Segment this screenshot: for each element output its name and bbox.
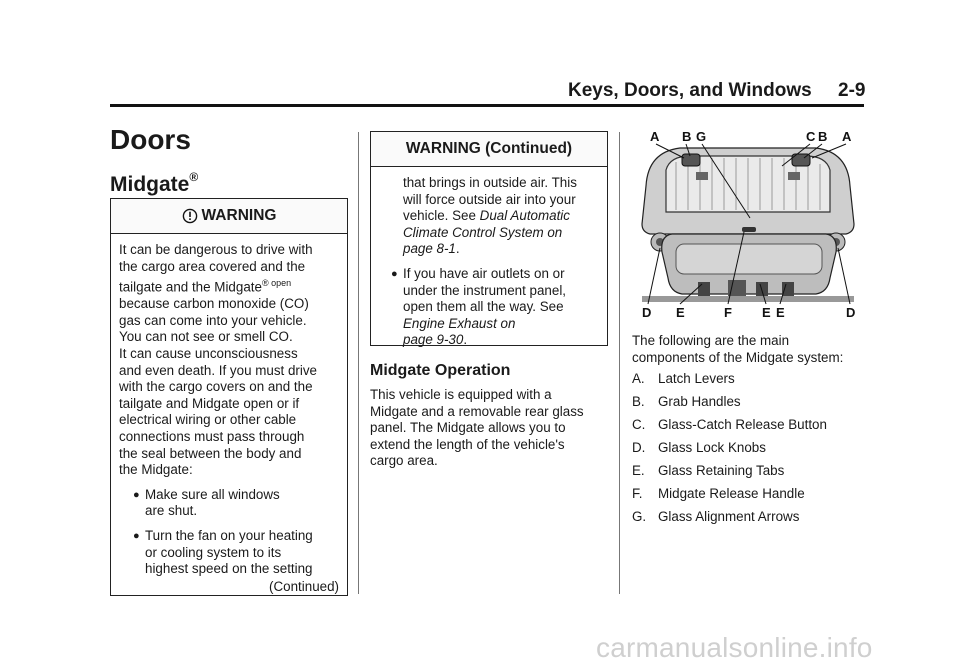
warning-box — [110, 198, 348, 596]
callout-label-d: D — [642, 305, 652, 320]
page-number: 2-9 — [838, 80, 866, 101]
continued-bullet: ● If you have air outlets on or under the instrument panel, open them all the way. See Engine Exhaust on page 9-30. — [391, 265, 567, 348]
header-rule — [110, 104, 864, 107]
callout-label-b: B — [682, 129, 692, 144]
warning-continued-body: that brings in outside air. This will force outside air into your vehicle. See Dual Automatic Climate Control System on page 8-1. ● If you have air outlets on or under the instrument panel, open them all the way. See Engine Exhaust on page 9-30. — [371, 167, 607, 349]
cross-reference[interactable]: page 8-1 — [403, 241, 456, 257]
bullet-icon: ● — [391, 267, 398, 280]
column-divider-2 — [619, 132, 620, 594]
callout-label-g: G — [696, 129, 707, 144]
warning-icon — [182, 208, 198, 224]
column-divider-1 — [358, 132, 359, 594]
warning-continued-header: WARNING (Continued) — [371, 132, 607, 167]
warning-header: WARNING — [111, 199, 347, 234]
midgate-operation-heading: Midgate Operation — [370, 362, 511, 379]
warning-continued-box — [370, 131, 608, 346]
list-item: G. Glass Alignment Arrows — [632, 509, 800, 524]
callout-label-a: A — [842, 129, 852, 144]
callout-label-c: C — [806, 129, 816, 144]
callout-label-f: F — [724, 305, 732, 320]
list-item: D. Glass Lock Knobs — [632, 440, 766, 455]
callout-label-e: E — [676, 305, 685, 320]
cross-reference[interactable]: Dual Automatic — [479, 208, 570, 224]
page-heading-doors: Doors — [110, 124, 191, 155]
list-item: B. Grab Handles — [632, 394, 741, 409]
midgate-diagram — [632, 128, 864, 320]
list-item: A. Latch Levers — [632, 371, 735, 386]
cross-reference[interactable]: Climate Control System on — [403, 224, 563, 240]
watermark-text: carmanualsonline.info — [596, 632, 873, 663]
midgate-operation-text: This vehicle is equipped with a Midgate and a removable rear glass panel. The Midgate allows you to extend the length of the vehicle's cargo area. — [370, 387, 584, 469]
section-heading-midgate: Midgate® — [110, 170, 199, 196]
section-title: Keys, Doors, and Windows — [568, 80, 812, 101]
cross-reference[interactable]: page 9-30 — [403, 332, 464, 348]
components-list — [632, 371, 864, 532]
warning-bullet-1: ● Make sure all windows are shut. — [133, 486, 280, 519]
warning-body: It can be dangerous to drive with the cargo area covered and the tailgate and the Midgate$^{® open}$ because carbon monoxide (CO) gas can come into your vehicle. You can not see or smell CO. It can cause unconsciousness and even death. If you must drive with the cargo covers on and the tailgate and Midgate open or if electrical wiring or other cable connections must pass through the seal between the body and the Midgate: ● Make sure all windows are shut. ● Turn the fan on your heating or cooling system to its highest speed on the setting (Continued) — [119, 242, 339, 594]
cross-reference[interactable]: Engine Exhaust on — [403, 315, 516, 331]
list-item: E. Glass Retaining Tabs — [632, 463, 785, 478]
continued-label: (Continued) — [269, 578, 339, 594]
components-intro: The following are the main components of the Midgate system: — [632, 333, 844, 365]
warning-bullet-2: ● Turn the fan on your heating or cooling system to its highest speed on the setting — [133, 527, 313, 577]
list-item: F. Midgate Release Handle — [632, 486, 805, 501]
callout-label-e: E — [776, 305, 785, 320]
callout-label-e: E — [762, 305, 771, 320]
bullet-icon: ● — [133, 488, 140, 501]
callout-label-b: B — [818, 129, 828, 144]
callout-label-a: A — [650, 129, 660, 144]
bullet-icon: ● — [133, 529, 140, 542]
callout-label-d: D — [846, 305, 856, 320]
list-item: C. Glass-Catch Release Button — [632, 417, 827, 432]
